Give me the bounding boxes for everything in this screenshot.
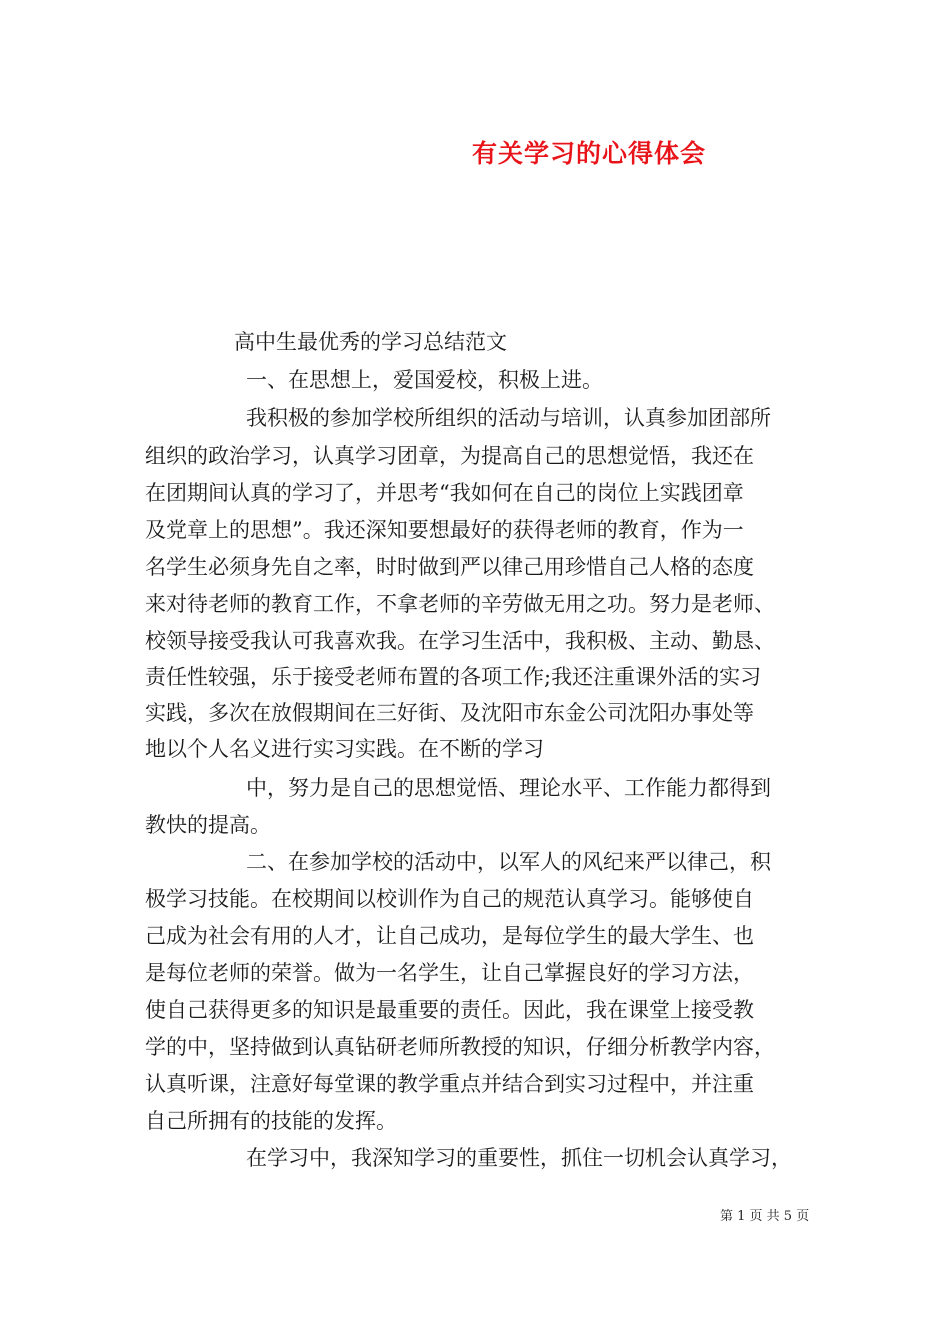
body-line: 及党章上的思想”。我还深知要想最好的获得老师的教育，作为一 [145, 518, 744, 542]
document-title: 有关学习的心得体会 [472, 139, 707, 168]
body-line: 使自己获得更多的知识是最重要的责任。因此，我在课堂上接受教 [145, 998, 754, 1022]
body-line: 学的中，坚持做到认真钻研老师所教授的知识，仔细分析教学内容， [145, 1035, 775, 1059]
body-line: 名学生必须身先自之率，时时做到严以律己用珍惜自己人格的态度 [145, 555, 754, 579]
body-line: 在学习中，我深知学习的重要性，抓住一切机会认真学习， [246, 1146, 792, 1170]
body-line: 教快的提高。 [145, 813, 271, 837]
body-line: 中，努力是自己的思想觉悟、理论水平、工作能力都得到 [246, 776, 771, 800]
body-line: 自己所拥有的技能的发挥。 [145, 1109, 397, 1133]
body-line: 校领导接受我认可我喜欢我。在学习生活中，我积极、主动、勤恳、 [145, 629, 775, 653]
body-line: 来对待老师的教育工作，不拿老师的辛劳做无用之功。努力是老师、 [145, 592, 775, 616]
section-heading-1: 一、在思想上，爱国爱校，积极上进。 [246, 368, 603, 392]
body-line: 极学习技能。在校期间以校训作为自己的规范认真学习。能够使自 [145, 887, 754, 911]
body-line: 在团期间认真的学习了，并思考“我如何在自己的岗位上实践团章 [145, 481, 744, 505]
section-heading-2: 二、在参加学校的活动中，以军人的风纪来严以律己，积 [246, 850, 771, 874]
body-line: 己成为社会有用的人才，让自己成功，是每位学生的最大学生、也 [145, 924, 754, 948]
subtitle-line: 高中生最优秀的学习总结范文 [234, 330, 507, 354]
body-line: 责任性较强，乐于接受老师布置的各项工作;我还注重课外活的实习 [145, 665, 762, 689]
body-line: 地以个人名义进行实习实践。在不断的学习 [145, 737, 544, 761]
body-line: 实践，多次在放假期间在三好街、及沈阳市东金公司沈阳办事处等 [145, 701, 754, 725]
page-number-footer: 第 1 页 共 5 页 [720, 1209, 810, 1224]
body-line: 是每位老师的荣誉。做为一名学生，让自己掌握良好的学习方法， [145, 961, 754, 985]
body-line: 认真听课，注意好每堂课的教学重点并结合到实习过程中，并注重 [145, 1072, 754, 1096]
body-line: 我积极的参加学校所组织的活动与培训，认真参加团部所 [246, 406, 771, 430]
body-line: 组织的政治学习，认真学习团章，为提高自己的思想觉悟，我还在 [145, 444, 754, 468]
